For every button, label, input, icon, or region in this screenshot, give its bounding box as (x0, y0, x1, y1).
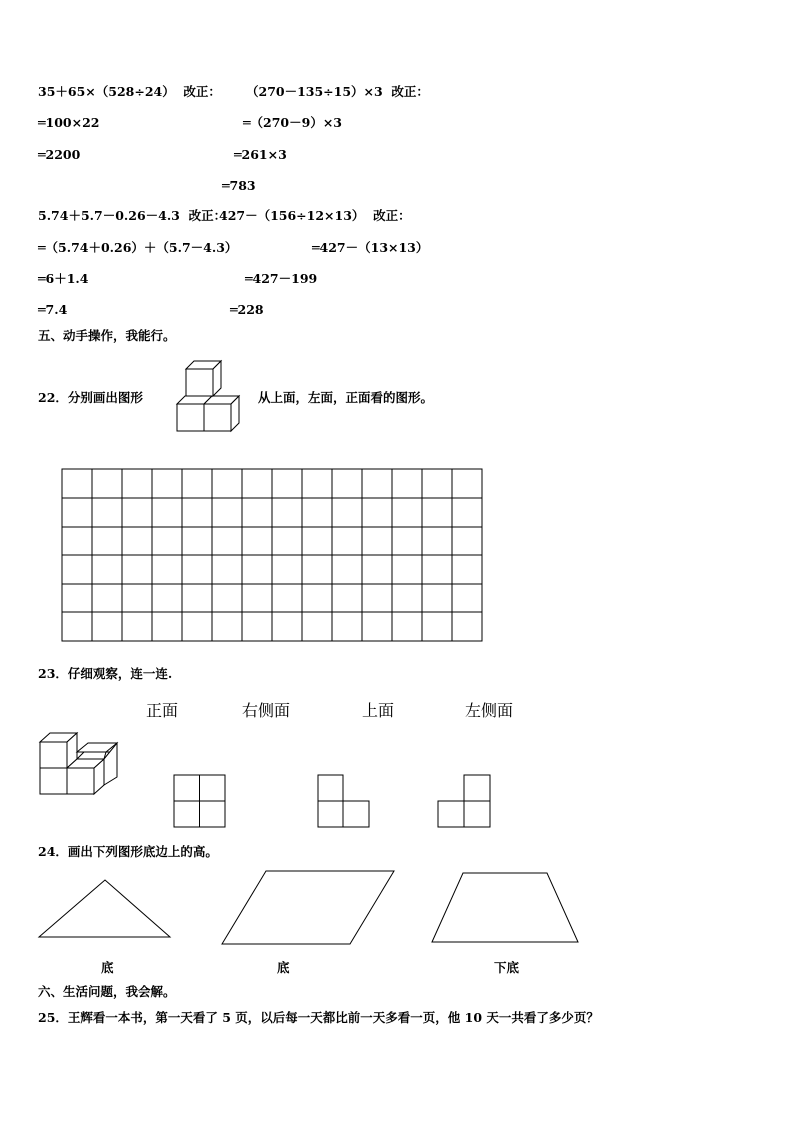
calc-step: ═6＋1.4 (38, 271, 89, 286)
calc-step: ═261×3 (234, 147, 287, 162)
base-label: 下底 (494, 960, 520, 975)
calc-step: ═783 (222, 178, 256, 193)
calc-step: ═100×22 (38, 115, 100, 130)
view-label: 正面 (146, 701, 179, 720)
view-label: 右侧面 (242, 701, 291, 720)
cube-figure-q23 (40, 733, 117, 794)
parallelogram-shape (222, 871, 394, 944)
view-l-shape-right (438, 775, 490, 827)
calc-step: ═（270－9）×3 (243, 115, 342, 130)
view-square-2x2 (174, 775, 225, 827)
view-label: 上面 (362, 701, 395, 720)
section-title: 五、动手操作，我能行。 (38, 328, 176, 343)
calc-step: ═427－199 (245, 271, 318, 286)
calc-step: ═427－（13×13） (312, 240, 429, 255)
cube-figure-q22 (177, 361, 239, 431)
view-label: 左侧面 (465, 701, 514, 720)
calc-step: ═2200 (38, 147, 81, 162)
triangle-shape (39, 880, 170, 937)
calc-step: ═（5.74＋0.26）＋（5.7－4.3） (38, 240, 238, 255)
question-24-title: 24．画出下列图形底边上的高。 (38, 844, 218, 859)
calc-step: ═228 (230, 302, 264, 317)
section-title: 六、生活问题，我会解。 (38, 984, 176, 999)
calc-expression-2: （270－135÷15）×3 改正： (246, 84, 429, 99)
base-label: 底 (101, 960, 114, 975)
question-25-text: 25．王辉看一本书，第一天看了 5 页，以后每一天都比前一天多看一页，他 10 天一共看了多少页？ (38, 1010, 599, 1025)
calc-expression-1: 35＋65×（528÷24） 改正： (38, 84, 221, 99)
question-22-prefix: 22．分别画出图形 (38, 390, 143, 405)
calc-expression-4: 427－（156÷12×13） 改正： (219, 208, 411, 223)
view-l-shape-left (318, 775, 369, 827)
question-22-suffix: 从上面，左面，正面看的图形。 (258, 390, 434, 405)
question-23-title: 23．仔细观察，连一连. (38, 666, 173, 681)
calc-step: ═7.4 (38, 302, 68, 317)
answer-grid (62, 469, 482, 641)
base-label: 底 (277, 960, 290, 975)
trapezoid-shape (432, 873, 578, 942)
calc-expression-3: 5.74＋5.7－0.26－4.3 改正： (38, 208, 227, 223)
